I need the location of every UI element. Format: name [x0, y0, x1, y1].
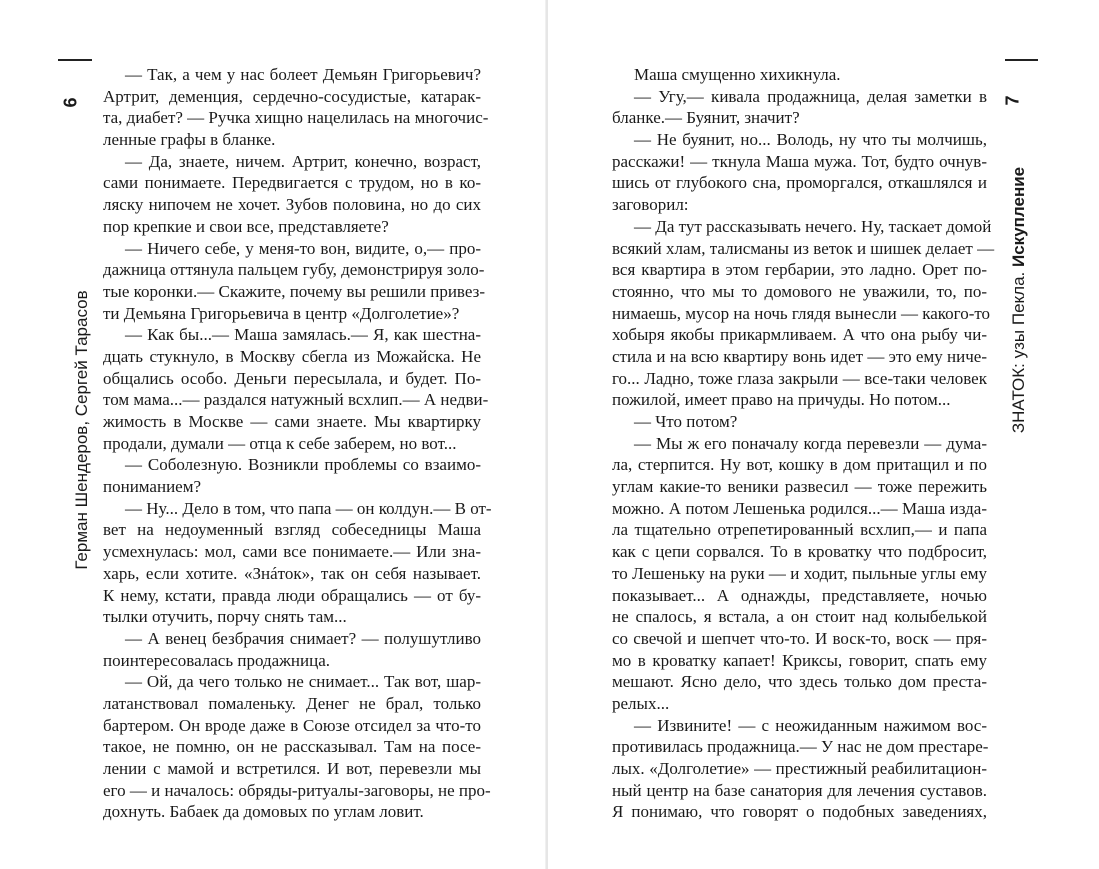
left-page-number: 6: [60, 97, 81, 108]
text-line: не спалось, я встала, а он стоит над колыбелькой: [612, 607, 987, 627]
text-line: продали, думали — отца к себе заберем, но вот...: [103, 433, 457, 453]
text-line: расскажи! — ткнула Маша мужа. Тот, будто очнув-: [612, 151, 987, 171]
text-line: ла тщательно отрепетированный всхлип,— и папа: [612, 520, 987, 540]
text-line: — Угу,— кивала продажница, делая заметки в: [634, 86, 987, 106]
text-line: нимаешь, мусор на ночь глядя вынесли — какого-то: [612, 303, 991, 323]
text-line: шись от глубокого сна, проморгался, откашлялся и: [612, 173, 987, 193]
text-line: вет на недоуменный взгляд собеседницы Маша: [103, 520, 481, 540]
text-line: противилась продажница.— У нас не дом престаре-: [612, 737, 989, 757]
text-line: всякий хлам, талисманы из веток и шишек делает —: [612, 238, 995, 258]
left-body-text: [103, 64, 492, 823]
text-line: тые коронки.— Скажите, почему вы решили привез-: [103, 281, 485, 301]
text-line: стоянно, что мы то домового не уважили, то, по-: [612, 281, 987, 301]
text-line: Маша смущенно хихикнула.: [634, 65, 841, 84]
text-line: можно. А потом Лешенька родился...— Маша изда-: [612, 498, 987, 518]
text-line: пор крепкие и свои все, представляете?: [103, 216, 389, 236]
text-line: харь, если хотите. «Знáток», так он себя называет.: [103, 563, 481, 583]
text-line: латанствовал помаленьку. Денег не брал, только: [103, 693, 481, 713]
text-line: — Как бы...— Маша замялась.— Я, как шестна-: [125, 325, 481, 345]
right-header-rule: [1005, 59, 1038, 61]
text-line: пожилой, имеет право на причуды. Но потом...: [612, 390, 951, 410]
right-body-text: [612, 64, 995, 823]
text-line: ленные графы в бланке.: [103, 130, 276, 150]
text-line: бланке.— Буянит, значит?: [612, 108, 800, 128]
text-line: как с цепи сорвался. То в кроватку что подбросит,: [612, 542, 987, 562]
text-line: поинтересовалась продажница.: [103, 650, 330, 670]
text-line: — Да, знаете, ничем. Артрит, конечно, возраст,: [125, 151, 481, 171]
text-line: лых. «Долголетие» — престижный реабилитацион-: [612, 759, 987, 778]
text-line: ти Демьяна Григорьевича в центр «Долголетие»?: [103, 303, 460, 323]
text-line: такое, не помню, он не рассказывал. Там на посе-: [103, 737, 481, 757]
text-line: ляску нипочем не хочет. Зубов половина, но до сих: [103, 195, 481, 215]
text-line: углам какие-то веники развесил — тоже пережить: [612, 477, 987, 497]
text-line: — Ну... Дело в том, что папа — он колдун.— В от-: [125, 498, 492, 518]
text-line: — Ой, да чего только не снимает... Так вот, шар-: [125, 672, 481, 692]
text-line: том мама...— раздался натужный всхлип.— А недви-: [103, 390, 489, 410]
text-line: релых...: [612, 693, 670, 713]
text-line: пониманием?: [103, 477, 202, 497]
text-line: ла, стерпится. Ну вот, кошку в дом притащил и по: [612, 455, 987, 475]
text-line: Артрит, деменция, сердечно-сосудистые, катарак-: [103, 86, 481, 106]
text-line: мо в кроватку капает! Криксы, говорит, спать ему: [612, 650, 987, 670]
text-line: вся квартира в этом гербарии, это ладно. Орет по-: [612, 260, 987, 280]
text-line: стила и на всю квартиру вонь идет — это ему ниче-: [612, 346, 987, 366]
text-line: — Соболезную. Возникли проблемы со взаимо-: [125, 455, 481, 475]
book-title-bold: Искупление: [1009, 166, 1028, 267]
text-line: его — и началось: обряды-ритуалы-заговоры, не про-: [103, 780, 491, 800]
text-line: К нему, кстати, правда люди обращались — от бу-: [103, 585, 481, 605]
text-line: дажница оттянула пальцем губу, демонстрируя золо-: [103, 260, 485, 280]
text-line: Я понимаю, что говорят о подобных заведениях,: [612, 802, 987, 822]
text-line: показывает... А однажды, представляете, ночью: [612, 585, 987, 605]
text-line: дохнуть. Бабаек да домовых по углам ловит.: [103, 802, 424, 822]
text-line: — Извините! — с неожиданным нажимом вос-: [634, 715, 987, 735]
text-line: та, диабет? — Ручка хищно нацелилась на многочис-: [103, 108, 489, 128]
text-line: хобыря якобы прикармливаем. А что она рыбу чи-: [612, 325, 987, 345]
text-line: — Да тут рассказывать нечего. Ну, таскает домой: [634, 216, 992, 236]
text-line: тылки отучить, порчу снять там...: [103, 607, 347, 627]
text-line: — Не буянит, но... Володь, ну что ты молчишь,: [634, 130, 987, 150]
text-line: — А венец безбрачия снимает? — полушутливо: [125, 628, 481, 648]
text-line: общались особо. Деньги пересылала, и будет. По-: [103, 368, 481, 388]
text-line: — Ничего себе, у меня-то вон, видите, о,— про-: [125, 238, 481, 258]
text-line: лении с мамой и встретился. И вот, перевезли мы: [103, 759, 481, 778]
text-line: го... Ладно, тоже глаза закрыли — все-таки человек: [612, 368, 987, 388]
text-line: то Лешеньку на руки — и ходит, пыльные углы ему: [612, 563, 987, 583]
text-line: мешают. Ясно дело, что здесь только дом преста-: [612, 672, 987, 692]
text-line: — Что потом?: [634, 412, 738, 431]
text-line: сами понимаете. Передвигается с трудом, но в ко-: [103, 173, 481, 193]
text-line: жимость в Москве — сами знаете. Мы квартирку: [103, 412, 481, 431]
left-header-rule: [58, 59, 92, 61]
text-line: — Так, а чем у нас болеет Демьян Григорьевич?: [125, 65, 481, 84]
left-running-head: Герман Шендеров, Сергей Тарасов: [72, 290, 91, 570]
text-line: усмехнулась: мол, сами все понимаете.— Или зна-: [103, 542, 481, 562]
text-line: бартером. Он вроде даже в Союзе отсидел за что-то: [103, 715, 481, 735]
text-line: со свечой и шепчет что-то. И воск-то, воск — пря-: [612, 628, 987, 648]
text-line: ный центр на базе санатория для лечения суставов.: [612, 780, 987, 800]
text-line: — Мы ж его поначалу когда перевезли — дума-: [634, 433, 987, 453]
text-line: дцать стукнуло, в Москву сбегла из Можайска. Не: [103, 346, 481, 366]
book-title-regular: ЗНАТОК: узы Пекла.: [1009, 271, 1028, 434]
right-page-number: 7: [1002, 95, 1023, 106]
text-line: заговорил:: [612, 195, 689, 215]
right-running-head: [1009, 167, 1029, 433]
